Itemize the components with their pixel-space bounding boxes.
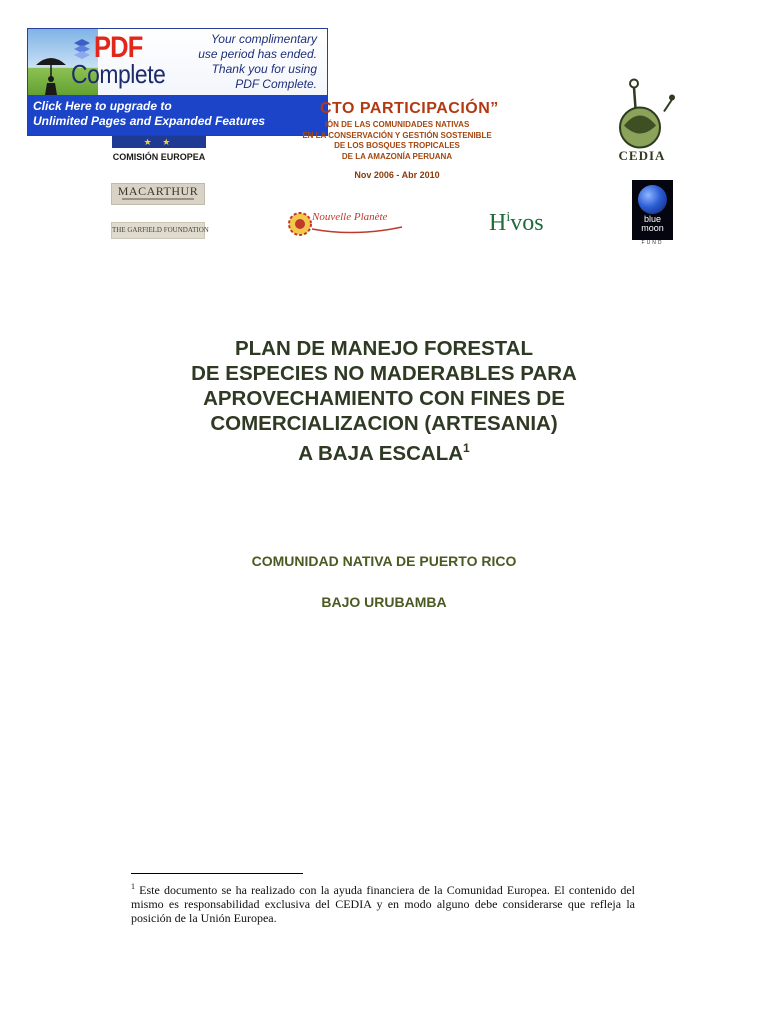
pdf-stack-icon	[72, 37, 92, 59]
project-line: IÓN DE LAS COMUNIDADES NATIVAS	[324, 120, 470, 129]
community-name: COMUNIDAD NATIVA DE PUERTO RICO	[251, 553, 517, 569]
eu-flag-logo: ★ ★	[112, 136, 206, 148]
cta-line: Unlimited Pages and Expanded Features	[33, 114, 266, 128]
hivos-sup: i	[506, 210, 511, 225]
cedia-label: CEDIA	[618, 148, 666, 163]
footnote	[131, 880, 635, 925]
complete-logo-text: Complete	[71, 59, 166, 89]
project-line: DE LA AMAZONÍA PERUANA	[341, 151, 453, 161]
garfield-logo: THE GARFIELD FOUNDATION	[111, 222, 205, 239]
macarthur-rule	[122, 198, 194, 200]
macarthur-label: MACARTHUR	[117, 184, 199, 198]
region-name: BAJO URUBAMBA	[321, 594, 447, 610]
bluemoon-fund-label: FUND	[641, 240, 664, 246]
bluemoon-line-1: blue	[643, 214, 661, 224]
moon-orb-icon	[638, 185, 667, 214]
title-footnote-mark[interactable]: 1	[463, 441, 470, 455]
umbrella-figure-icon	[34, 53, 70, 97]
project-line: EN LA CONSERVACIÓN Y GESTIÓN SOSTENIBLE	[302, 130, 492, 140]
promo-line: Thank you for using	[211, 62, 317, 76]
project-title: CTO PARTICIPACIÓN”	[320, 100, 499, 117]
title-line: A BAJA ESCALA	[298, 441, 464, 465]
macarthur-logo	[111, 183, 205, 205]
promo-line: PDF Complete.	[235, 77, 317, 91]
hivos-logo	[489, 210, 544, 237]
title-line: COMERCIALIZACION (ARTESANIA)	[210, 412, 558, 435]
bluemoon-logo	[632, 180, 673, 240]
footnote-text: Este documento se ha realizado con la ayuda financiera de la Comunidad Europea. El contenido del mismo es responsabilidad exclusiva del CEDIA y en modo alguno debe considerarse que refleja la posición de la Unión Europea.	[131, 883, 636, 925]
title-line: DE ESPECIES NO MADERABLES PARA	[191, 362, 577, 385]
project-dates: Nov 2006 - Abr 2010	[354, 170, 440, 180]
promo-message	[177, 32, 317, 92]
hivos-rest: vos	[510, 210, 544, 236]
hivos-h: H	[489, 210, 507, 236]
project-line: DE LOS BOSQUES TROPICALES	[334, 141, 460, 150]
pdf-logo-text: PDF	[94, 31, 143, 64]
promo-line: Your complimentary	[210, 32, 317, 46]
bluemoon-line-2: moon	[641, 223, 664, 233]
promo-line: use period has ended.	[198, 47, 317, 61]
nouvelle-planete-label: Nouvelle Planète	[312, 211, 388, 223]
title-line: APROVECHAMIENTO CON FINES DE	[203, 387, 565, 410]
project-subtitle	[262, 120, 532, 162]
title-line: PLAN DE MANEJO FORESTAL	[234, 337, 534, 360]
footnote-divider	[131, 873, 303, 874]
cta-line: Click Here to upgrade to	[33, 99, 172, 113]
eu-label: COMISIÓN EUROPEA	[112, 152, 206, 162]
document-title	[84, 336, 684, 466]
footnote-mark: 1	[131, 882, 135, 891]
title-line-last	[84, 436, 684, 466]
